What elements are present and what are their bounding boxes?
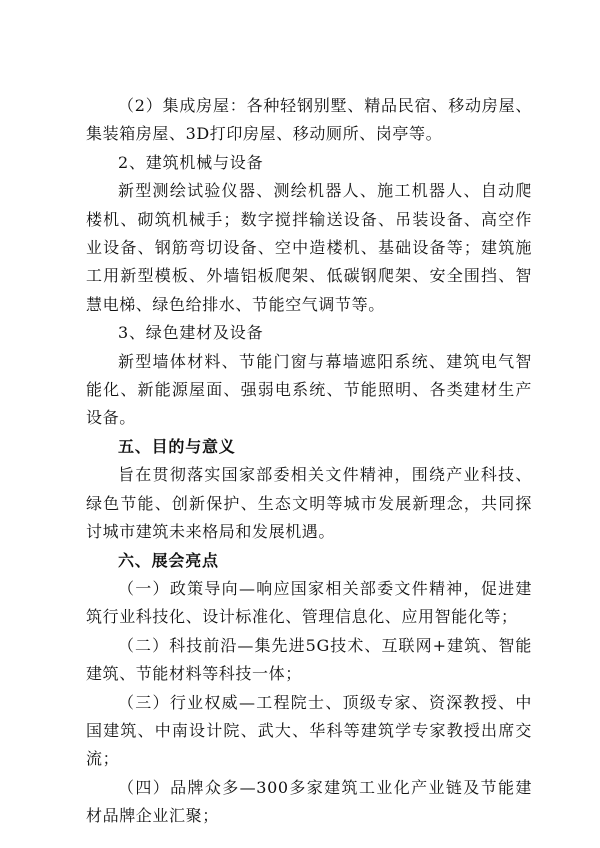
paragraph-highlight-policy: （一）政策导向—响应国家相关部委文件精神，促进建筑行业科技化、设计标准化、管理信息化、应用智能化等； xyxy=(86,578,532,627)
document-body xyxy=(86,92,532,831)
paragraph-purpose: 旨在贯彻落实国家部委相关文件精神，围绕产业科技、绿色节能、创新保护、生态文明等城市发展新理念，共同探讨城市建筑未来格局和发展机遇。 xyxy=(86,465,532,542)
subheading-machinery: 2、建筑机械与设备 xyxy=(118,152,264,172)
heading-highlights: 六、展会亮点 xyxy=(118,550,219,570)
subheading-green-materials: 3、绿色建材及设备 xyxy=(118,323,264,343)
paragraph-machinery: 新型测绘试验仪器、测绘机器人、施工机器人、自动爬楼机、砌筑机械手；数字搅拌输送设备、吊装设备、高空作业设备、钢筋弯切设备、空中造楼机、基础设备等；建筑施工用新型模板、外墙铝板爬架、低碳钢爬架、安全围挡、智慧电梯、绿色给排水、节能空气调节等。 xyxy=(86,181,532,314)
paragraph-highlight-brands: （四）品牌众多—300多家建筑工业化产业链及节能建材品牌企业汇聚； xyxy=(86,777,532,826)
paragraph-green-materials: 新型墙体材料、节能门窗与幕墙遮阳系统、建筑电气智能化、新能源屋面、强弱电系统、节能照明、各类建材生产设备。 xyxy=(86,351,532,428)
paragraph-integrated-housing: （2）集成房屋：各种轻钢别墅、精品民宿、移动房屋、集装箱房屋、3D打印房屋、移动厕所、岗亭等。 xyxy=(86,96,532,144)
paragraph-highlight-authority: （三）行业权威—工程院士、顶级专家、资深教授、中国建筑、中南设计院、武大、华科等建筑学专家教授出席交流； xyxy=(86,692,532,769)
heading-purpose: 五、目的与意义 xyxy=(118,436,236,456)
paragraph-highlight-technology: （二）科技前沿—集先进5G技术、互联网+建筑、智能建筑、节能材料等科技一体； xyxy=(86,635,532,684)
